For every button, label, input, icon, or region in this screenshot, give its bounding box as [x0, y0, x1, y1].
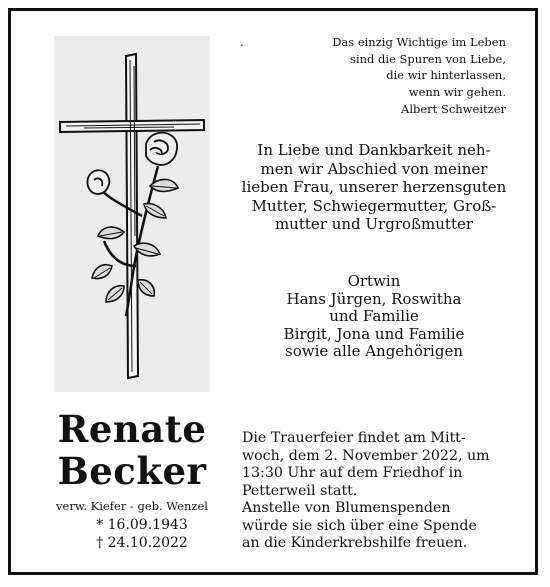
quote-line: wenn wir gehen. — [408, 84, 506, 99]
life-dates — [62, 516, 222, 552]
death-date: † 24.10.2022 — [96, 535, 188, 551]
service-line: 13:30 Uhr auf dem Friedhof in — [242, 465, 463, 481]
announcement-line: In Liebe und Dankbarkeit neh- — [257, 141, 491, 159]
farewell-announcement — [224, 141, 524, 234]
mourner-line: Birgit, Jona und Familie — [283, 324, 465, 343]
cross-with-rose-icon — [54, 36, 210, 392]
mourners-list — [224, 273, 524, 361]
quote-text — [250, 34, 506, 100]
deceased-first-name: Renate — [57, 407, 207, 451]
announcement-line: mutter und Urgroßmutter — [274, 215, 474, 233]
mourner-line: Hans Jürgen, Roswitha — [286, 289, 462, 308]
announcement-line: men wir Abschied von meiner — [260, 159, 488, 178]
quote-line: die wir hinterlassen, — [386, 68, 506, 82]
mourner-line: und Familie — [329, 307, 419, 325]
birth-date: * 16.09.1943 — [96, 517, 188, 533]
mourner-line: sowie alle Angehörigen — [285, 342, 463, 360]
service-line: würde sie sich über eine Spende — [242, 517, 477, 534]
quote-marker: . — [240, 35, 244, 49]
mourner-line: Ortwin — [347, 272, 401, 290]
service-line: Die Trauerfeier findet am Mitt- — [242, 430, 466, 446]
announcement-line: Mutter, Schwiegermutter, Groß- — [251, 196, 497, 215]
deceased-name-block — [14, 408, 250, 514]
service-line: woch, dem 2. November 2022, um — [242, 447, 490, 464]
quote-line: Das einzig Wichtige im Leben — [332, 35, 506, 49]
funeral-service-info — [242, 430, 512, 553]
quote-line: sind die Spuren von Liebe, — [350, 51, 506, 66]
deceased-former-names: verw. Kiefer - geb. Wenzel — [56, 499, 208, 513]
announcement-line: lieben Frau, unserer herzensguten — [241, 178, 507, 196]
service-line: an die Kinderkrebshilfe freuen. — [242, 535, 468, 551]
service-line: Petterweil statt. — [242, 482, 358, 499]
cross-with-rose-image — [54, 36, 210, 392]
quote-author: Albert Schweitzer — [401, 102, 506, 116]
service-line: Anstelle von Blumenspenden — [242, 500, 451, 516]
deceased-last-name: Becker — [57, 449, 207, 493]
